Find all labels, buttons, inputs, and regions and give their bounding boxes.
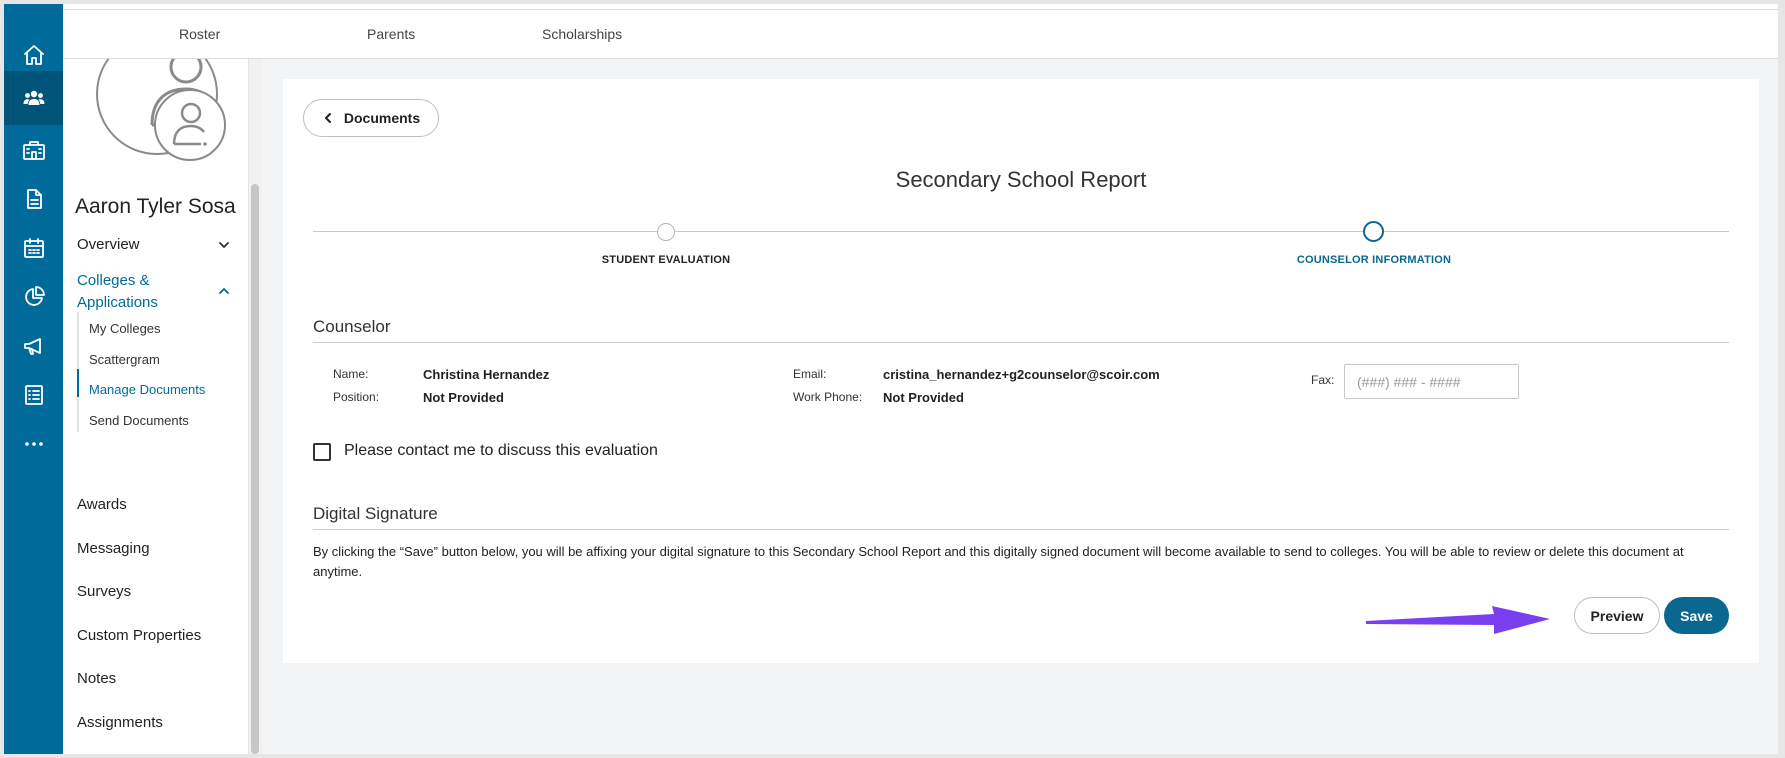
announcements-nav-button[interactable] [4,319,63,373]
back-button-label: Documents [343,110,421,126]
step-student-evaluation-label[interactable]: STUDENT EVALUATION [601,254,731,266]
divider [313,529,1729,530]
email-label: Email: [793,367,827,381]
save-button[interactable]: Save [1664,597,1729,634]
checklist-nav-button[interactable] [4,368,63,422]
student-name: Aaron Tyler Sosa [75,195,236,218]
contact-me-label[interactable]: Please contact me to discuss this evaluation [344,442,658,459]
analytics-nav-button[interactable] [4,270,63,324]
fax-label: Fax: [1311,373,1335,387]
chevron-left-icon [322,112,334,124]
position-value: Not Provided [423,390,504,405]
sidebar-item-surveys[interactable]: Surveys [77,583,132,600]
work-phone-label: Work Phone: [793,390,863,404]
sidebar-item-overview[interactable]: Overview [77,236,140,253]
divider [313,342,1729,343]
users-icon [22,86,46,110]
contact-me-checkbox[interactable] [313,443,331,461]
fax-input[interactable] [1344,364,1519,399]
back-to-documents-button[interactable] [303,99,439,137]
schools-nav-button[interactable] [4,123,63,177]
student-sidebar [63,59,248,754]
email-value: cristina_hernandez+g2counselor@scoir.com [883,367,1160,382]
step-student-evaluation-marker[interactable] [657,223,675,241]
preview-button[interactable]: Preview [1574,597,1660,634]
sidebar-subitem-my-colleges[interactable]: My Colleges [89,321,161,336]
sidebar-item-colleges-applications[interactable] [77,270,158,314]
sidebar-item-awards[interactable]: Awards [77,496,127,513]
tab-parents[interactable]: Parents [367,26,416,42]
report-card [283,79,1759,663]
sidebar-subitem-scattergram[interactable]: Scattergram [89,352,160,367]
document-icon [22,187,46,211]
megaphone-icon [22,334,46,358]
tab-roster[interactable]: Roster [179,26,221,42]
sidebar-item-assignments[interactable]: Assignments [77,714,163,731]
sidebar-subitem-manage-documents[interactable]: Manage Documents [89,382,206,397]
step-counselor-information-label[interactable]: COUNSELOR INFORMATION [1296,254,1452,266]
subnav-active-indicator [77,369,79,397]
sidebar-item-label: Applications [77,294,158,311]
sidebar-subitem-send-documents[interactable]: Send Documents [89,413,189,428]
school-icon [22,138,46,162]
top-navigation [63,9,1778,59]
sidebar-item-custom-properties[interactable]: Custom Properties [77,627,202,644]
sidebar-item-messaging[interactable]: Messaging [77,540,150,557]
checklist-icon [22,383,46,407]
page-title: Secondary School Report [895,167,1147,192]
avatar-icon [93,59,233,189]
pie-chart-icon [22,285,46,309]
name-value: Christina Hernandez [423,367,550,382]
digital-signature-section-title: Digital Signature [313,504,438,523]
more-dots-icon [22,432,46,456]
sidebar-scroll-thumb[interactable] [251,184,259,754]
step-counselor-information-marker[interactable] [1363,221,1384,242]
sidebar-item-notes[interactable]: Notes [77,670,117,687]
stepper-track [313,231,1729,232]
sidebar-item-label: Colleges & [77,272,150,289]
icon-rail [4,4,63,754]
students-nav-button[interactable] [4,71,63,125]
chevron-up-icon[interactable] [217,284,231,298]
home-icon [22,43,46,67]
position-label: Position: [333,390,380,404]
calendar-icon [22,236,46,260]
chevron-down-icon[interactable] [217,238,231,252]
documents-nav-button[interactable] [4,172,63,226]
calendar-nav-button[interactable] [4,221,63,275]
more-nav-button[interactable] [4,417,63,471]
annotation-arrow-icon [1364,598,1554,640]
name-label: Name: [333,367,369,381]
counselor-section-title: Counselor [313,317,391,336]
signature-disclaimer: By clicking the “Save” button below, you will be affixing your digital signature to this Secondary School Report and this digitally signed document will become available to send to colleges. You will be able to review or delete this document at anytime. [313,544,1684,579]
work-phone-value: Not Provided [883,390,964,405]
tab-scholarships[interactable]: Scholarships [542,26,623,42]
